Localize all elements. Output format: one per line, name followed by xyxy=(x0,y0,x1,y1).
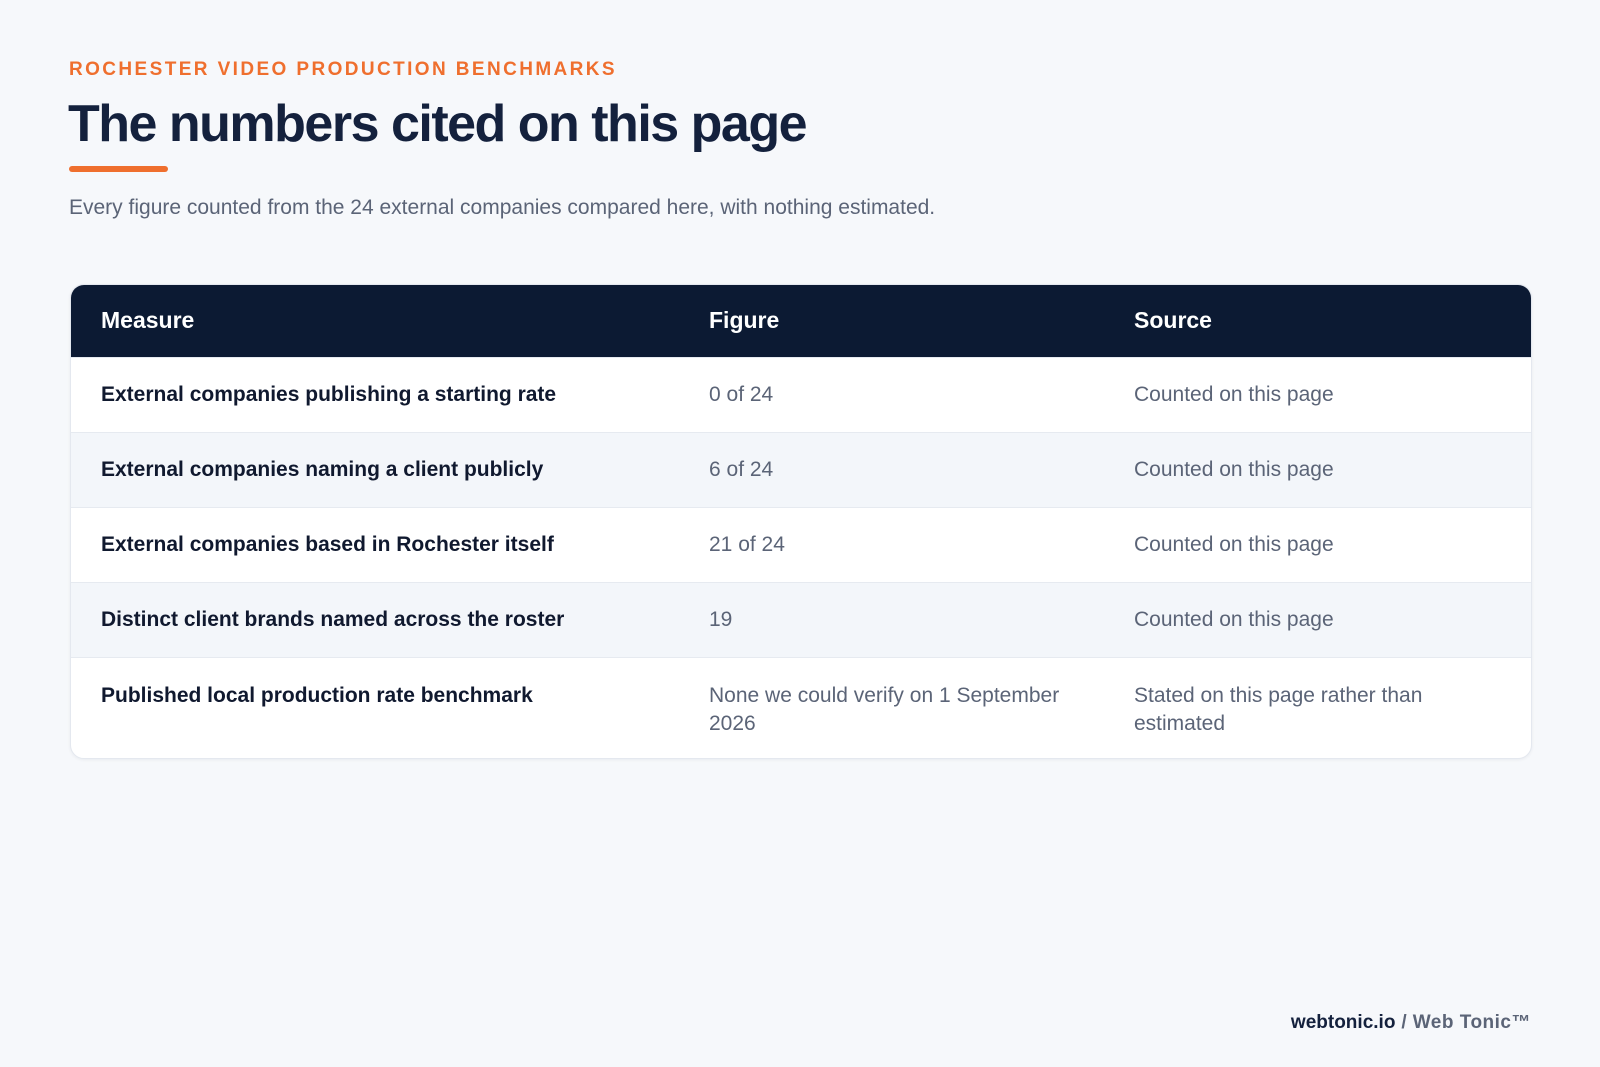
footer-brand: Web Tonic™ xyxy=(1412,1012,1531,1033)
source-cell: Counted on this page xyxy=(1134,607,1334,631)
table-row xyxy=(71,582,1531,657)
column-header-figure: Figure xyxy=(709,307,780,334)
figure-cell: 21 of 24 xyxy=(709,532,785,556)
column-header-source: Source xyxy=(1134,307,1212,334)
figure-cell: 6 of 24 xyxy=(709,457,774,481)
figure-cell: 19 xyxy=(709,607,733,631)
benchmarks-table-card xyxy=(70,284,1532,759)
source-cell: Counted on this page xyxy=(1134,532,1334,556)
source-cell: Counted on this page xyxy=(1134,457,1334,481)
benchmarks-table xyxy=(71,285,1531,758)
page-subtitle: Every figure counted from the 24 external companies compared here, with nothing estimated. xyxy=(69,196,936,219)
footer-site-link[interactable]: webtonic.io xyxy=(1290,1012,1396,1033)
measure-cell: Distinct client brands named across the roster xyxy=(101,607,565,631)
table-row xyxy=(71,507,1531,582)
column-header-measure: Measure xyxy=(101,307,195,334)
footer-separator: / xyxy=(1401,1012,1407,1033)
measure-cell: External companies naming a client publicly xyxy=(101,457,544,481)
measure-cell: External companies publishing a starting rate xyxy=(101,382,557,406)
table-header-row xyxy=(71,285,1531,357)
table-row xyxy=(71,432,1531,507)
eyebrow-label: ROCHESTER VIDEO PRODUCTION BENCHMARKS xyxy=(69,59,617,80)
table-row xyxy=(71,657,1531,758)
page-title: The numbers cited on this page xyxy=(68,95,806,153)
table-row xyxy=(71,357,1531,432)
source-cell: Stated on this page rather than estimated xyxy=(1134,683,1423,735)
figure-cell: None we could verify on 1 September 2026 xyxy=(709,683,1060,735)
measure-cell: Published local production rate benchmark xyxy=(101,683,533,707)
title-underline xyxy=(69,166,168,172)
figure-cell: 0 of 24 xyxy=(709,382,774,406)
measure-cell: External companies based in Rochester itself xyxy=(101,532,554,556)
footer-credit xyxy=(1291,1012,1531,1034)
source-cell: Counted on this page xyxy=(1134,382,1334,406)
